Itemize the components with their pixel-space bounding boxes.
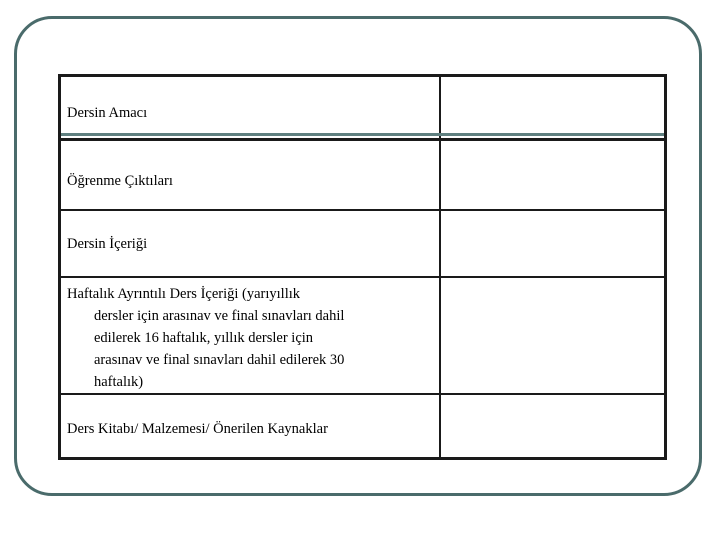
course-info-table (58, 74, 667, 460)
weekly-content-line: haftalık) (94, 374, 144, 390)
row-label-weekly-content (67, 283, 433, 393)
row-label-course-objective: Dersin Amacı (67, 105, 148, 121)
row-label-course-content: Dersin İçeriği (67, 236, 148, 252)
weekly-content-line: Haftalık Ayrıntılı Ders İçeriği (yarıyıllık (67, 286, 301, 302)
row-separator (61, 276, 664, 278)
row-separator (61, 209, 664, 211)
row-separator-double (61, 133, 664, 141)
row-label-learning-outcomes: Öğrenme Çıktıları (67, 173, 173, 189)
weekly-content-line: edilerek 16 haftalık, yıllık dersler için (94, 330, 314, 346)
weekly-content-line: arasınav ve final sınavları dahil edilerek 30 (94, 352, 345, 368)
row-separator (61, 393, 664, 395)
weekly-content-line: dersler için arasınav ve final sınavları dahil (94, 308, 345, 324)
row-label-textbook-resources: Ders Kitabı/ Malzemesi/ Önerilen Kaynaklar (67, 421, 328, 437)
